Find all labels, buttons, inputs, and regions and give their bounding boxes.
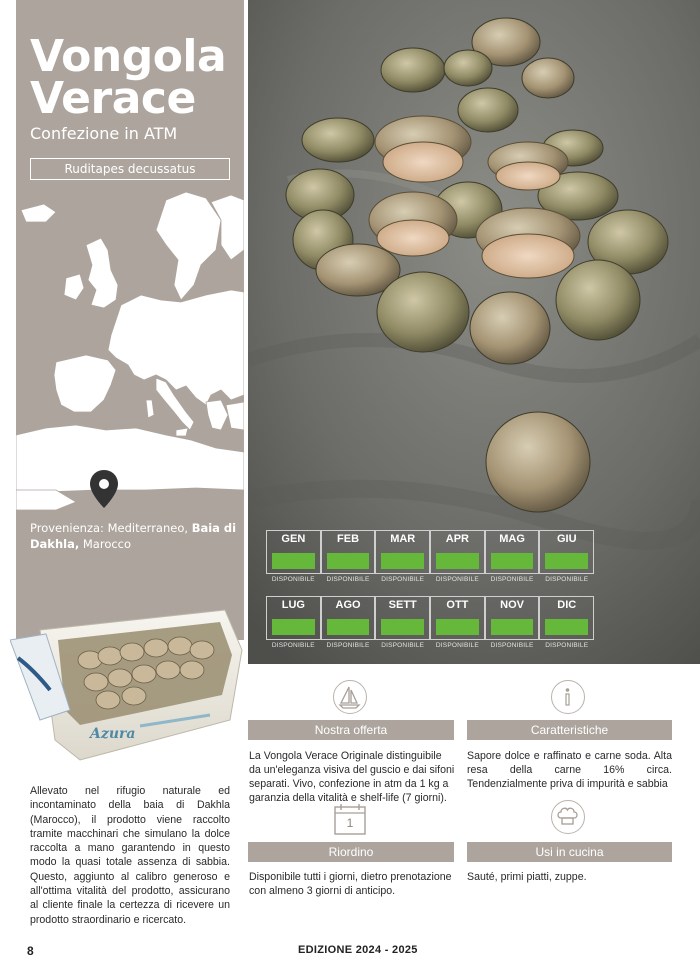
info-icon [551, 680, 585, 714]
month-label: MAG [499, 533, 525, 545]
species-name: Ruditapes decussatus [30, 158, 230, 180]
section-offerta-text: La Vongola Verace Originale distinguibile da un'eleganza visiva del guscio e dai sifoni separati. Vivo, confezione in atm da 1 kg a garanzia della vitalità e shelf-life (7 giorni). [249, 750, 455, 804]
month-cell [266, 596, 321, 640]
month-label: MAR [390, 533, 416, 545]
month-cell [485, 596, 540, 640]
availability-bar [491, 553, 534, 569]
month-cell [375, 596, 430, 640]
month-cell [375, 530, 430, 574]
month-label: APR [445, 533, 470, 545]
availability-label: DISPONIBILE [271, 576, 315, 583]
availability-bar [381, 553, 424, 569]
availability-row-1 [266, 576, 594, 583]
title-line-2: Verace [30, 73, 196, 124]
month-cell [539, 530, 594, 574]
month-cell [430, 530, 485, 574]
availability-label: DISPONIBILE [326, 576, 370, 583]
month-cell [485, 530, 540, 574]
section-cucina-title: Usi in cucina [467, 842, 672, 862]
origin-country: Marocco [79, 537, 132, 551]
month-label: GEN [281, 533, 306, 545]
availability-label: DISPONIBILE [490, 642, 534, 649]
month-label: LUG [281, 599, 305, 611]
page-number: 8 [27, 944, 34, 958]
calendar-icon-number: 1 [346, 816, 354, 830]
availability-label: DISPONIBILE [381, 576, 425, 583]
section-cucina-text: Sauté, primi piatti, zuppe. [467, 871, 587, 883]
availability-label: DISPONIBILE [545, 576, 589, 583]
section-riordino-text: Disponibile tutti i giorni, dietro prenotazione con almeno 3 giorni di anticipo. [249, 871, 452, 897]
month-label: AGO [335, 599, 361, 611]
origin-label: Provenienza: Mediterraneo, [30, 521, 192, 535]
edition-label: EDIZIONE 2024 - 2025 [298, 944, 418, 956]
availability-bar [272, 553, 315, 569]
availability-bar [545, 619, 588, 635]
availability-label: DISPONIBILE [381, 642, 425, 649]
section-caratteristiche-title: Caratteristiche [467, 720, 672, 740]
europe-map [16, 190, 244, 510]
brand-logo: Azura [90, 726, 136, 742]
availability-bar [381, 619, 424, 635]
availability-bar [436, 619, 479, 635]
chef-hat-icon [551, 800, 585, 834]
product-title [30, 31, 227, 124]
title-line-1: Vongola [30, 31, 227, 82]
origin-text [30, 520, 240, 552]
product-description: Allevato nel rifugio naturale ed incontaminato della baia di Dakhla (Marocco), il prodotto viene raccolto tramite macchinari che simulano la dolce raccolta a mano garantendo in questo modo la quasi totale assenza di sabbia. Questo, aggiunto al calibro generoso e all'ottima vitalità del prodotto, assicurano al cliente finale la certezza di ricevere un prodotto straordinario e ricercato. [30, 785, 230, 926]
month-label: OTT [446, 599, 469, 611]
availability-bar [272, 619, 315, 635]
availability-bar [327, 619, 370, 635]
sailboat-icon [333, 680, 367, 714]
availability-label: DISPONIBILE [326, 642, 370, 649]
availability-bar [545, 553, 588, 569]
month-label: SETT [388, 599, 417, 611]
calendar-row-2 [266, 596, 594, 640]
availability-label: DISPONIBILE [545, 642, 589, 649]
availability-bar [491, 619, 534, 635]
month-cell [321, 530, 376, 574]
month-label: DIC [557, 599, 577, 611]
calendar-icon [333, 802, 367, 836]
availability-row-2 [266, 642, 594, 649]
availability-label: DISPONIBILE [435, 642, 479, 649]
product-subtitle: Confezione in ATM [30, 124, 178, 143]
availability-label: DISPONIBILE [490, 576, 534, 583]
location-pin-icon [90, 470, 118, 508]
availability-bar [436, 553, 479, 569]
availability-bar [327, 553, 370, 569]
month-label: GIU [557, 533, 577, 545]
availability-label: DISPONIBILE [435, 576, 479, 583]
origin-place: Baia di Dakhla, [30, 521, 237, 551]
availability-label: DISPONIBILE [271, 642, 315, 649]
month-label: FEB [337, 533, 360, 545]
month-cell [321, 596, 376, 640]
sidebar [16, 0, 244, 640]
section-riordino-title: Riordino [248, 842, 454, 862]
month-cell [266, 530, 321, 574]
calendar-row-1 [266, 530, 594, 574]
section-caratteristiche-text: Sapore dolce e raffinato e carne soda. Alta resa della carne 16% circa. Tendenzialmente priva di impurità e sabbia [467, 750, 672, 790]
section-offerta-title: Nostra offerta [248, 720, 454, 740]
product-package [10, 600, 246, 770]
month-label: NOV [500, 599, 525, 611]
month-cell [539, 596, 594, 640]
month-cell [430, 596, 485, 640]
